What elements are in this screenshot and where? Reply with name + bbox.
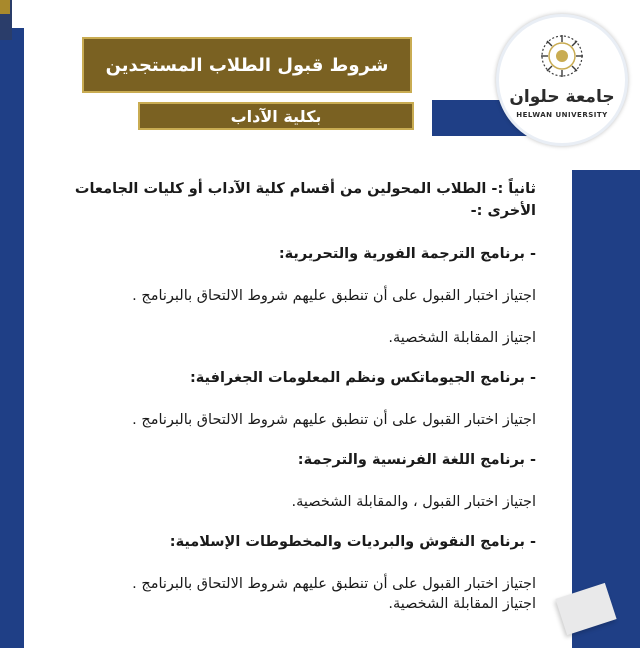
university-seal-icon: [539, 33, 585, 79]
program-condition: اجتياز اختبار القبول على أن تنطبق عليهم شروط الالتحاق بالبرنامج .: [132, 288, 536, 304]
program-heading: - برنامج الترجمة الفورية والتحريرية:: [278, 246, 536, 262]
program-condition: اجتياز المقابلة الشخصية.: [388, 596, 536, 612]
program-heading: - برنامج اللغة الفرنسية والترجمة:: [297, 452, 536, 468]
logo-english-name: HELWAN UNIVERSITY: [516, 111, 608, 119]
section-intro: ثانياً :- الطلاب المحولين من أقسام كلية الآداب أو كليات الجامعات الأخرى :-: [74, 181, 536, 219]
page-title: شروط قبول الطلاب المستجدين: [82, 37, 412, 93]
program-heading: - برنامج النقوش والبرديات والمخطوطات الإسلامية:: [169, 534, 536, 550]
university-logo: [496, 14, 628, 146]
page-subtitle: بكلية الآداب: [138, 102, 414, 130]
program-condition: اجتياز اختبار القبول على أن تنطبق عليهم شروط الالتحاق بالبرنامج .: [132, 412, 536, 428]
program-condition: اجتياز المقابلة الشخصية.: [388, 330, 536, 346]
corner-gold-decoration: [0, 0, 10, 14]
program-condition: اجتياز اختبار القبول على أن تنطبق عليهم شروط الالتحاق بالبرنامج .: [132, 576, 536, 592]
admission-conditions: [58, 178, 536, 614]
program-heading: - برنامج الجيوماتكس ونظم المعلومات الجغرافية:: [189, 370, 536, 386]
logo-arabic-name: جامعة حلوان: [509, 87, 615, 107]
program-condition: اجتياز اختبار القبول ، والمقابلة الشخصية.: [291, 494, 536, 510]
